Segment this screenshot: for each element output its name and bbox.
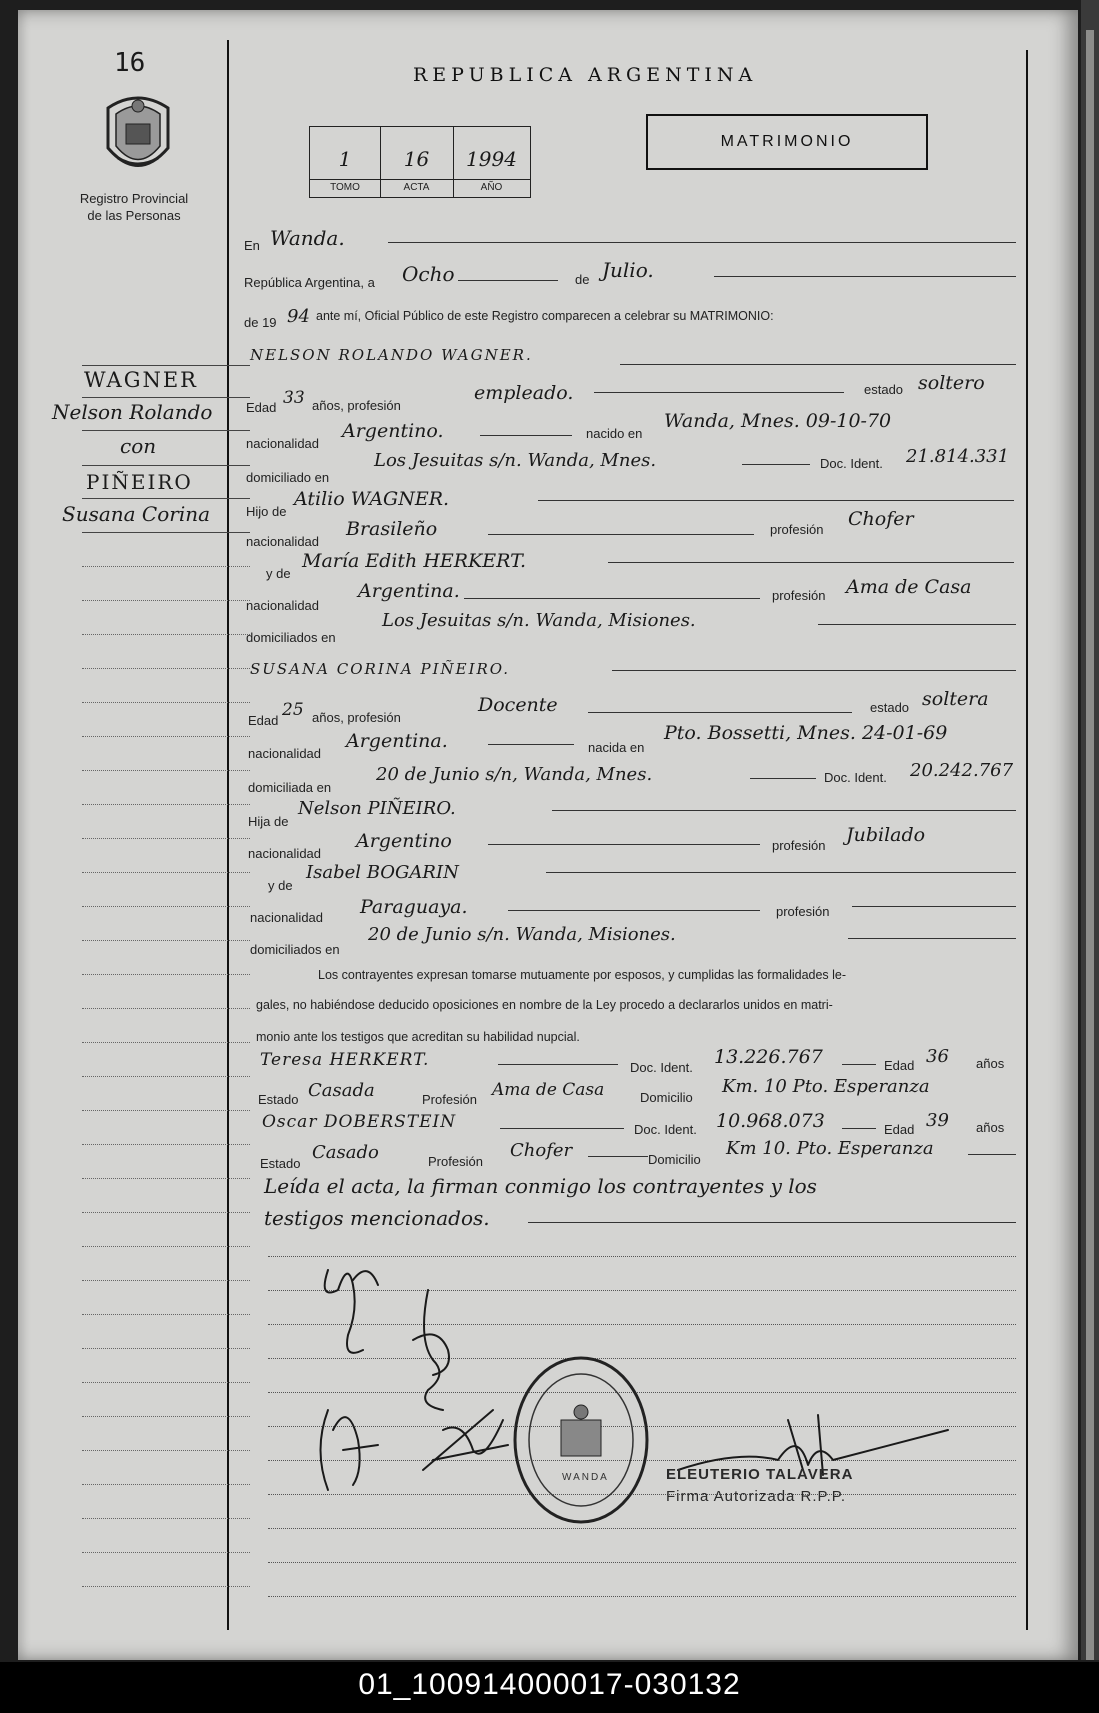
witness2-profesion: Chofer <box>510 1140 573 1161</box>
groom-doc-label: Doc. Ident. <box>820 456 883 471</box>
groom-padre-prof-label: profesión <box>770 522 824 537</box>
witness1-domicilio: Km. 10 Pto. Esperanza <box>722 1076 930 1097</box>
witness1-edad-label: Edad <box>884 1058 915 1073</box>
tomo-value: 1 <box>338 147 352 171</box>
groom-madre-nac: Argentina. <box>358 580 460 602</box>
signature-witness-2 <box>413 1390 513 1480</box>
anio-label: AÑO <box>480 182 503 193</box>
registry-table <box>309 126 531 198</box>
witness2-estado-label: Estado <box>260 1156 301 1171</box>
declaration-line-2: gales, no habiéndose deducido oposiciones en nombre de la Ley procedo a declararlos unidos en matri- <box>256 998 833 1012</box>
groom-nacido: Wanda, Mnes. 09-10-70 <box>664 410 892 432</box>
groom-y-de-label: y de <box>266 566 291 581</box>
groom-nacido-label: nacido en <box>586 426 643 441</box>
groom-profesion: empleado. <box>474 382 574 404</box>
month: Julio. <box>602 258 654 282</box>
place: Wanda. <box>270 226 345 250</box>
acta-label: ACTA <box>403 182 430 193</box>
groom-estado: soltero <box>918 372 985 394</box>
bride-hija-label: Hija de <box>248 814 289 829</box>
form-right-border <box>1026 50 1028 1630</box>
republica-label: República Argentina, a <box>244 275 375 290</box>
bride-profesion: Docente <box>478 694 558 716</box>
page-number: 16 <box>114 48 146 78</box>
bride-nacionalidad: Argentina. <box>346 730 448 752</box>
witness2-edad: 39 <box>926 1110 949 1131</box>
register-page <box>18 10 1078 1660</box>
bride-madre-nac: Paraguaya. <box>360 896 468 918</box>
groom-madre: María Edith HERKERT. <box>302 550 527 572</box>
groom-edad-label: Edad <box>246 400 277 415</box>
year-prefix: de 19 <box>244 315 277 330</box>
bride-doc-label: Doc. Ident. <box>824 770 887 785</box>
page-edge <box>1086 30 1094 1660</box>
witness2-doc-label: Doc. Ident. <box>634 1122 697 1137</box>
groom-padres-dom-label: domiciliados en <box>246 630 336 645</box>
officer-name: ELEUTERIO TALAVERA <box>666 1466 854 1483</box>
witness1-doc: 13.226.767 <box>714 1046 823 1068</box>
witness1-profesion-label: Profesión <box>422 1092 477 1107</box>
bride-estado-label: estado <box>870 700 910 715</box>
bride-domicilio: 20 de Junio s/n, Wanda, Mnes. <box>376 764 653 785</box>
coat-of-arms-icon <box>98 88 178 188</box>
oath-text: ante mí, Oficial Público de este Registro comparecen a celebrar su MATRIMONIO: <box>316 309 774 323</box>
seal-text: WANDA <box>562 1472 609 1483</box>
margin-given-names-2: Susana Corina <box>62 502 211 526</box>
acta-value: 16 <box>403 147 430 171</box>
margin-surname: WAGNER <box>84 368 198 392</box>
bride-padre-prof-label: profesión <box>772 838 826 853</box>
year-suffix: 94 <box>287 306 310 327</box>
witness1-anos-label: años <box>976 1056 1005 1071</box>
bride-nacida-label: nacida en <box>588 740 645 755</box>
witness2-domicilio: Km 10. Pto. Esperanza <box>726 1138 934 1159</box>
de-label: de <box>575 272 590 287</box>
bride-doc: 20.242.767 <box>910 760 1014 781</box>
bride-estado: soltera <box>922 688 989 710</box>
bride-edad: 25 <box>282 700 304 720</box>
bride-y-de-label: y de <box>268 878 293 893</box>
groom-nacionalidad: Argentino. <box>342 420 444 442</box>
bride-anos-prof-label: años, profesión <box>312 710 401 725</box>
groom-name: NELSON ROLANDO WAGNER. <box>250 346 533 364</box>
witness1-domicilio-label: Domicilio <box>640 1090 693 1105</box>
groom-padre-nac-label: nacionalidad <box>246 534 320 549</box>
groom-padres-dom: Los Jesuitas s/n. Wanda, Misiones. <box>382 610 696 631</box>
groom-hijo-label: Hijo de <box>246 504 287 519</box>
witness1-name: Teresa HERKERT. <box>260 1050 430 1070</box>
footer-id: 01_100914000017-030132 <box>358 1668 741 1701</box>
official-seal-icon <box>506 1350 656 1530</box>
matrimonio-title: MATRIMONIO <box>720 133 854 150</box>
bride-madre-nac-label: nacionalidad <box>250 910 324 925</box>
margin-divider <box>227 40 229 1630</box>
bride-madre-prof-label: profesión <box>776 904 830 919</box>
witness2-profesion-label: Profesión <box>428 1154 483 1169</box>
witness1-edad: 36 <box>926 1046 949 1067</box>
en-label: En <box>244 238 260 253</box>
tomo-label: TOMO <box>330 182 360 193</box>
anio-value: 1994 <box>466 147 517 171</box>
groom-doc: 21.814.331 <box>906 446 1010 467</box>
groom-madre-prof-label: profesión <box>772 588 826 603</box>
groom-padre-prof: Chofer <box>848 508 914 530</box>
bride-padre-prof: Jubilado <box>846 824 926 846</box>
witness1-profesion: Ama de Casa <box>492 1080 605 1100</box>
closing-line-1: Leída el acta, la firman conmigo los contrayentes y los <box>264 1174 817 1198</box>
witness2-edad-label: Edad <box>884 1122 915 1137</box>
bride-padre-nac-label: nacionalidad <box>248 846 322 861</box>
witness1-estado-label: Estado <box>258 1092 299 1107</box>
margin-given-names: Nelson Rolando <box>52 400 213 424</box>
witness2-doc: 10.968.073 <box>716 1110 825 1132</box>
groom-anos-prof-label: años, profesión <box>312 398 401 413</box>
witness2-name: Oscar DOBERSTEIN <box>262 1112 457 1132</box>
matrimonio-title-box <box>646 114 928 170</box>
signature-witness-1 <box>308 1390 388 1500</box>
groom-estado-label: estado <box>864 382 904 397</box>
margin-surname-2: PIÑEIRO <box>86 470 193 494</box>
witness1-doc-label: Doc. Ident. <box>630 1060 693 1075</box>
witness1-estado: Casada <box>308 1080 375 1101</box>
groom-madre-prof: Ama de Casa <box>846 576 972 598</box>
day: Ocho <box>402 262 455 286</box>
margin-con: con <box>120 434 157 458</box>
bride-edad-label: Edad <box>248 713 279 728</box>
bride-domicilio-label: domiciliada en <box>248 780 332 795</box>
witness2-estado: Casado <box>312 1142 379 1163</box>
country-title: REPUBLICA ARGENTINA <box>413 64 758 86</box>
declaration-line-3: monio ante los testigos que acreditan su habilidad nupcial. <box>256 1030 580 1044</box>
bride-nacida: Pto. Bossetti, Mnes. 24-01-69 <box>664 722 948 744</box>
groom-madre-nac-label: nacionalidad <box>246 598 320 613</box>
groom-padre-nac: Brasileño <box>346 518 438 540</box>
bride-padres-dom-label: domiciliados en <box>250 942 340 957</box>
bride-name: SUSANA CORINA PIÑEIRO. <box>250 660 510 678</box>
groom-domicilio-label: domiciliado en <box>246 470 330 485</box>
officer-title: Firma Autorizada R.P.P. <box>666 1488 847 1505</box>
groom-edad: 33 <box>283 388 305 408</box>
bride-nacionalidad-label: nacionalidad <box>248 746 322 761</box>
witness2-anos-label: años <box>976 1120 1005 1135</box>
bride-madre: Isabel BOGARIN <box>306 862 459 883</box>
groom-nacionalidad-label: nacionalidad <box>246 436 320 451</box>
closing-line-2: testigos mencionados. <box>264 1206 490 1230</box>
bride-padres-dom: 20 de Junio s/n. Wanda, Misiones. <box>368 924 676 945</box>
bride-padre-nac: Argentino <box>356 830 452 852</box>
groom-domicilio: Los Jesuitas s/n. Wanda, Mnes. <box>374 450 657 471</box>
groom-padre: Atilio WAGNER. <box>294 488 450 510</box>
declaration-line-1: Los contrayentes expresan tomarse mutuamente por esposos, y cumplidas las formalidades le- <box>318 968 847 982</box>
bride-padre: Nelson PIÑEIRO. <box>298 798 456 819</box>
witness2-domicilio-label: Domicilio <box>648 1152 701 1167</box>
registry-name: Registro Provincial de las Personas <box>79 191 189 223</box>
